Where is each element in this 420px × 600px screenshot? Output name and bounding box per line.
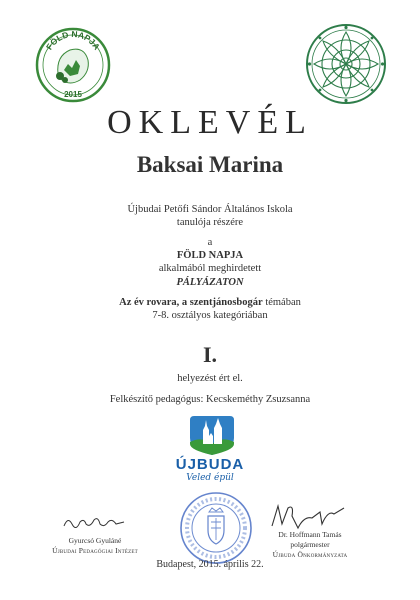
- recipient-name: Baksai Marina: [136, 152, 284, 177]
- ornament-logo: [304, 22, 388, 106]
- place-number: I.: [202, 342, 218, 367]
- teacher-text: Felkészítő pedagógus: Kecskeméthy Zsuzsanna: [109, 394, 311, 405]
- school-name: Újbudai Petőfi Sándor Általános Iskola: [127, 204, 293, 215]
- occasion-text: alkalmából meghirdetett: [158, 263, 262, 274]
- placement-text: helyezést ért el.: [177, 373, 243, 384]
- right-signatory: [240, 530, 380, 560]
- right-signatory-org: Újbuda Önkormányzata: [272, 550, 348, 559]
- left-signature: [60, 512, 130, 532]
- article-text: a: [207, 237, 213, 248]
- category-text: 7-8. osztályos kategóriában: [152, 310, 268, 321]
- right-signatory-name: Dr. Hoffmann Tamás: [278, 530, 342, 539]
- left-signatory: [25, 536, 165, 556]
- right-signature: [264, 502, 354, 532]
- svg-text:2015: 2015: [64, 90, 82, 99]
- right-signatory-title: polgármester: [290, 540, 330, 549]
- theme-suffix: témában: [262, 297, 301, 308]
- place-and-date: Budapest, 2015. április 22.: [156, 559, 264, 570]
- ujbuda-brand-name: ÚJBUDA: [175, 456, 245, 473]
- student-of-text: tanulója részére: [176, 217, 244, 228]
- theme-title: Az év rovara, a szentjánosbogár: [119, 297, 263, 308]
- fold-napja-logo-text: [34, 26, 112, 104]
- competition-text: PÁLYÁZATON: [176, 277, 244, 288]
- left-signatory-name: Gyurcsó Gyuláné: [68, 536, 122, 545]
- ujbuda-slogan: Veled épül: [186, 473, 234, 483]
- page-title: OKLEVÉL: [107, 104, 313, 141]
- ujbuda-logo-icon: [188, 414, 236, 456]
- svg-text:FÖLD NAPJA: FÖLD NAPJA: [43, 28, 103, 52]
- left-signatory-org: Újbudai Pedagógiai Intézet: [52, 546, 138, 555]
- theme-line: [0, 296, 420, 309]
- event-name: FÖLD NAPJA: [176, 250, 244, 261]
